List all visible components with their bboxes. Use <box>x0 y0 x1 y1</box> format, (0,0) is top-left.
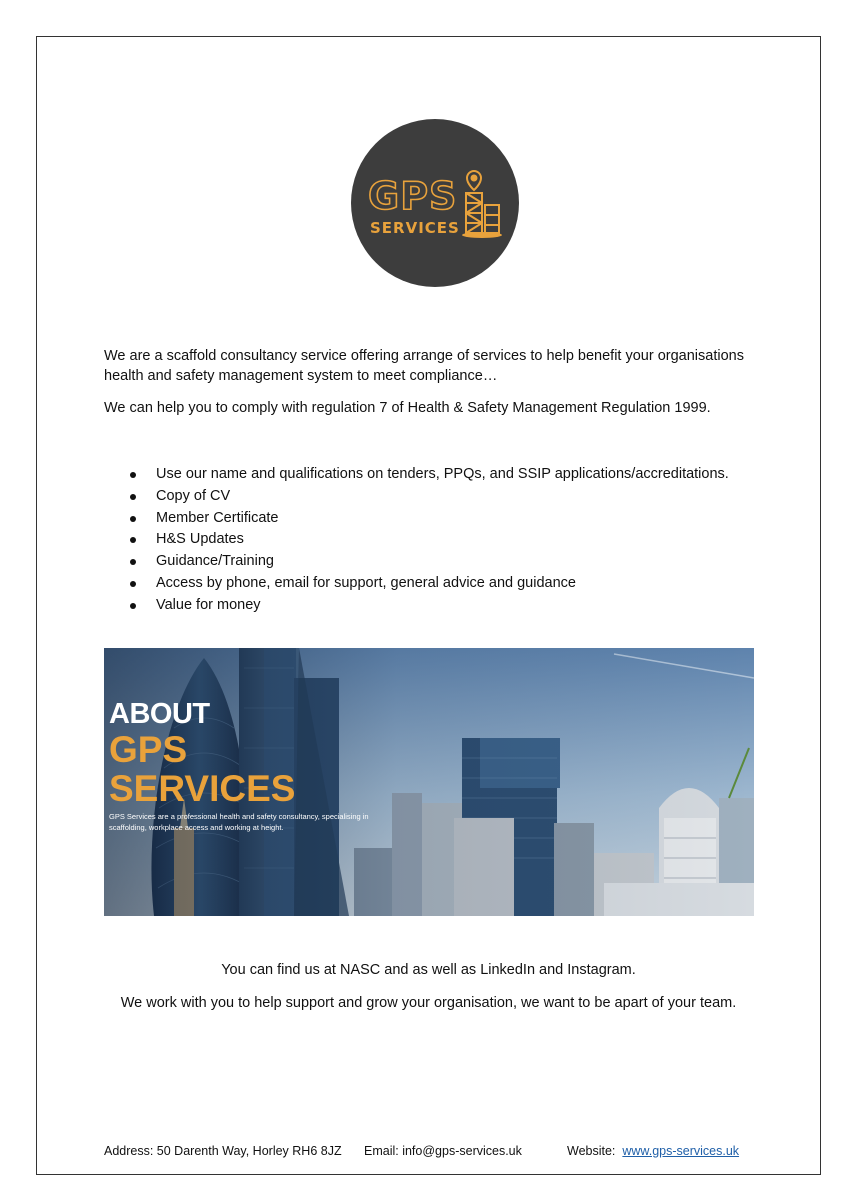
website-link[interactable]: www.gps-services.uk <box>622 1144 740 1158</box>
scaffold-tower-icon <box>461 169 503 239</box>
list-item: Member Certificate <box>130 508 729 530</box>
closing-line-1: You can find us at NASC and as well as LinkedIn and Instagram. <box>221 962 636 978</box>
gps-services-logo <box>351 119 519 287</box>
footer-address: Address: 50 Darenth Way, Horley RH6 8JZ <box>104 1144 342 1158</box>
intro-text <box>104 346 764 418</box>
about-banner <box>104 648 754 916</box>
footer-email: Email: info@gps-services.uk <box>364 1144 522 1158</box>
banner-text-block <box>109 700 379 833</box>
footer-website-label: Website: <box>567 1144 616 1158</box>
list-item: Use our name and qualifications on tenders, PPQs, and SSIP applications/accreditations. <box>130 464 729 486</box>
banner-tagline: GPS Services are a professional health and safety consultancy, specialising in scaffolding, workplace access and working at height. <box>109 812 369 832</box>
list-item: H&S Updates <box>130 529 729 551</box>
footer-website <box>567 1144 739 1158</box>
list-item: Guidance/Training <box>130 551 729 573</box>
list-item: Copy of CV <box>130 486 729 508</box>
intro-paragraph-2: We can help you to comply with regulation 7 of Health & Safety Management Regulation 1999. <box>104 400 711 416</box>
logo-gps-text: GPS <box>368 174 458 218</box>
banner-title-gps: GPS <box>109 729 188 770</box>
banner-title-services: SERVICES <box>109 768 296 809</box>
intro-paragraph-1: We are a scaffold consultancy service offering arrange of services to help benefit your organisations health and safety management system to meet compliance… <box>104 348 744 384</box>
banner-heading: ABOUT <box>109 698 210 730</box>
list-item: Value for money <box>130 595 729 617</box>
list-item: Access by phone, email for support, general advice and guidance <box>130 573 729 595</box>
services-list <box>130 464 729 617</box>
closing-line-2: We work with you to help support and grow your organisation, we want to be apart of your team. <box>120 995 737 1011</box>
logo-services-text: SERVICES <box>370 219 460 237</box>
